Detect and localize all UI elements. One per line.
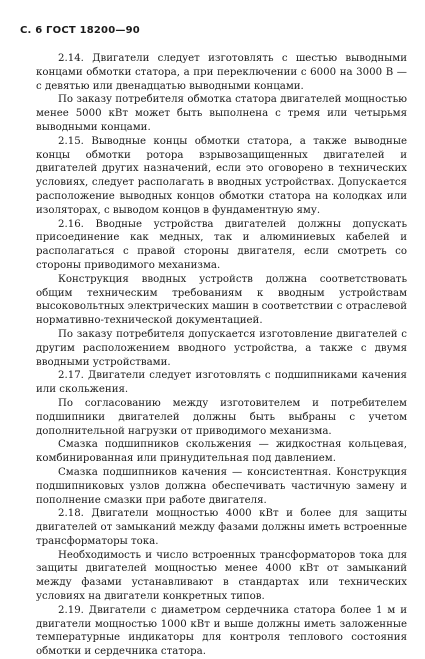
document-body xyxy=(36,52,407,659)
paragraph-2-18-necessity: Необходимость и число встроенных трансформаторов тока для защиты двигателей мощностью менее 4000 кВт от замыканий между фазами устанавливают в стандартах или технических условиях на двигатели конкретных типов. xyxy=(36,549,407,603)
paragraph-2-16-order: По заказу потребителя допускается изготовление двигателей с другим расположением вводного устройства, а также с двумя вводными устройствами. xyxy=(36,328,407,368)
paragraph-2-15: 2.15. Выводные концы обмотки статора, а также выводные концы обмотки ротора взрывозащищенных двигателей и двигателей других назначений, если это оговорено в технических условиях, следует располагать в вводных устройствах. Допускается расположение выводных концов обмотки статора на колодках или изоляторах, с выводом концов в фундаментную яму. xyxy=(36,135,407,216)
paragraph-2-17-agreement: По согласованию между изготовителем и потребителем подшипники двигателей должны быть выбраны с учетом дополнительной нагрузки от приводимого механизма. xyxy=(36,397,407,437)
paragraph-2-14: 2.14. Двигатели следует изготовлять с шестью выводными концами обмотки статора, а при переключении с 6000 на 3000 В — с девятью или двенадцатью выводными концами. xyxy=(36,53,407,92)
paragraph-2-17-sliding-lubrication: Смазка подшипников скольжения — жидкостная кольцевая, комбинированная или принудительная под давлением. xyxy=(36,439,407,465)
paragraph-2-17: 2.17. Двигатели следует изготовлять с подшипниками качения или скольжения. xyxy=(36,370,407,396)
paragraph-2-16-design: Конструкция вводных устройств должна соответствовать общим техническим требованиям к вводным устройствам высоковольтных электрических машин в соответствии с отраслевой нормативно-технической документацией. xyxy=(36,273,407,327)
paragraph-2-16: 2.16. Вводные устройства двигателей должны допускать присоединение как медных, так и алюминиевых кабелей и располагаться с правой стороны двигателя, если смотреть со стороны приводимого механизма. xyxy=(36,218,407,271)
paragraph-2-17-rolling-lubrication: Смазка подшипников качения — консистентная. Конструкция подшипниковых узлов должна обеспечивать частичную замену и пополнение смазки при работе двигателя. xyxy=(36,466,407,506)
paragraph-2-14-note: По заказу потребителя обмотка статора двигателей мощностью менее 5000 кВт может быть выполнена с тремя или четырьмя выводными концами. xyxy=(36,94,407,133)
page-header: С. 6 ГОСТ 18200—90 xyxy=(20,25,140,36)
paragraph-2-19: 2.19. Двигатели с диаметром сердечника статора более 1 м и двигатели мощностью 1000 кВт и выше должны иметь заложенные температурные индикаторы для контроля теплового состояния обмотки и сердечника статора. xyxy=(36,604,407,658)
paragraph-2-18: 2.18. Двигатели мощностью 4000 кВт и более для защиты двигателей от замыканий между фазами должны иметь встроенные трансформаторы тока. xyxy=(36,508,407,547)
